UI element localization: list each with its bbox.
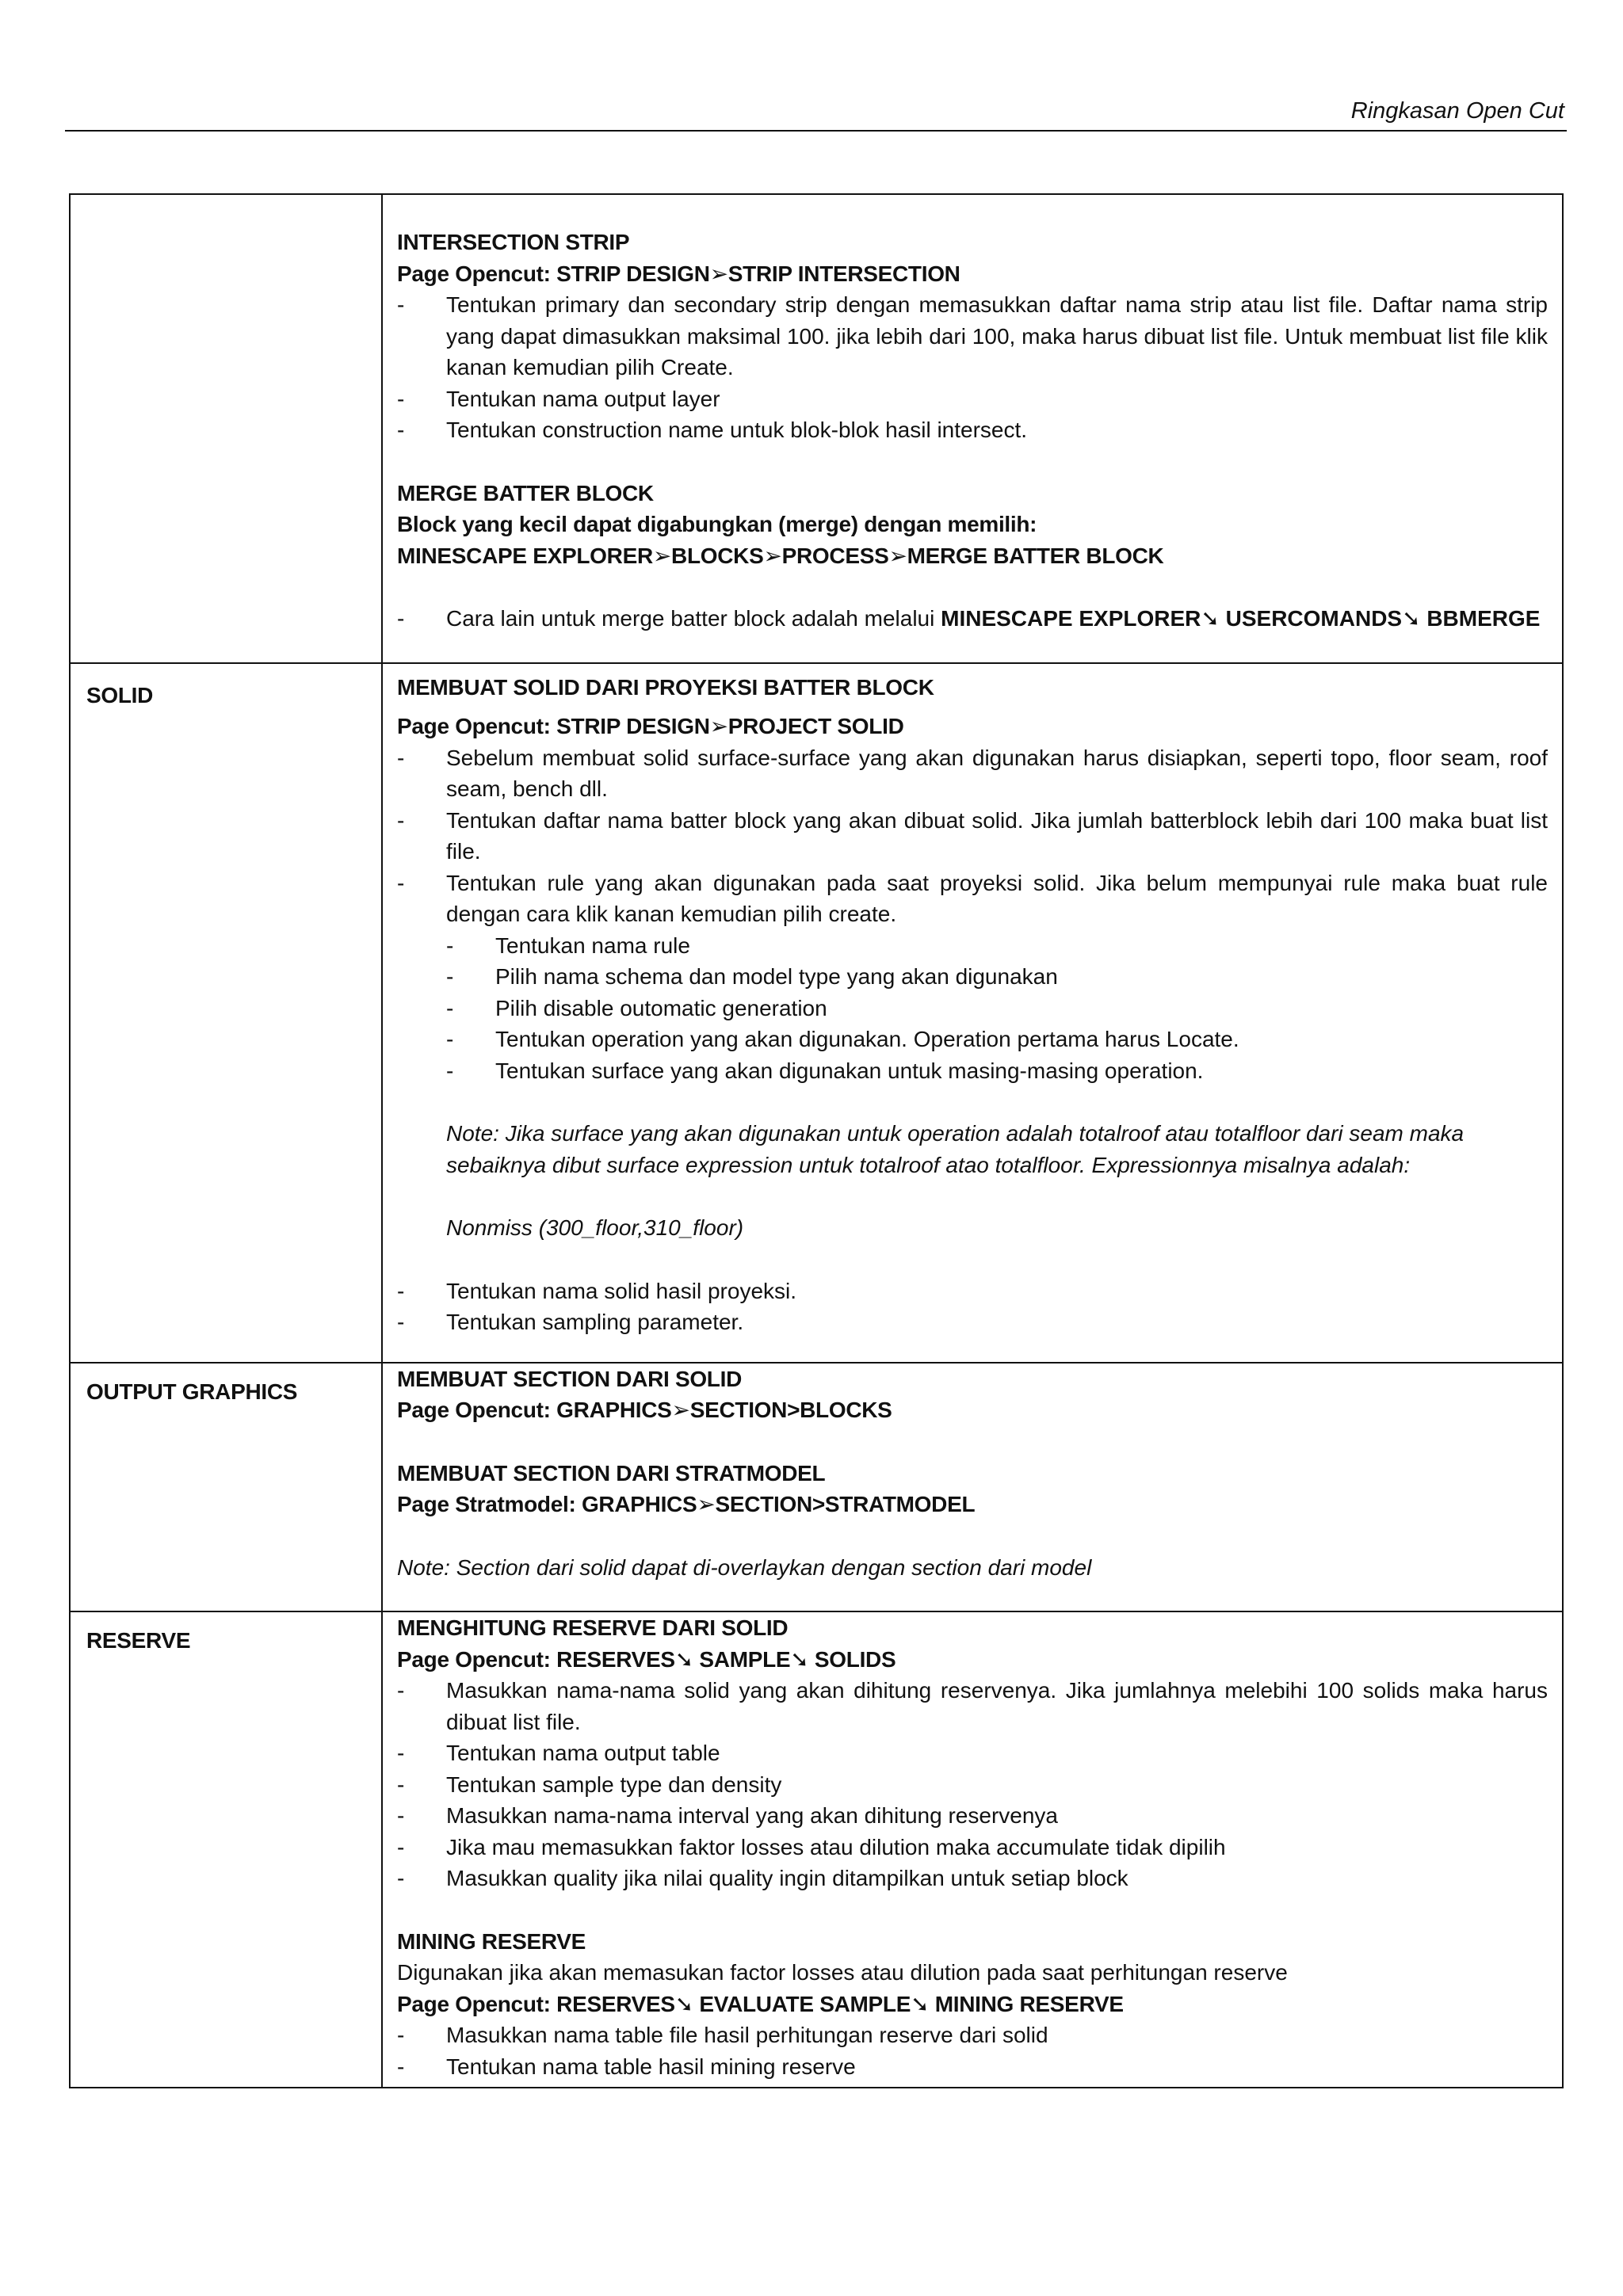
list-item: - Tentukan nama output layer xyxy=(397,383,1548,415)
list-item: - Tentukan nama rule xyxy=(446,930,1548,962)
list-item: - Tentukan nama table hasil mining reserve xyxy=(397,2051,1548,2083)
bullet-list xyxy=(397,603,1548,635)
list-item: - Tentukan nama output table xyxy=(397,1737,1548,1769)
section-title: MEMBUAT SECTION DARI SOLID xyxy=(397,1366,743,1391)
bullet-list xyxy=(397,742,1548,930)
list-item: - Masukkan nama-nama solid yang akan dihitung reservenya. Jika jumlahnya melebihi 100 solids maka harus dibuat list file. xyxy=(397,1675,1548,1737)
menu-path: Page Stratmodel: GRAPHICS➢SECTION>STRATMODEL xyxy=(397,1492,976,1516)
table-row xyxy=(70,194,1563,663)
table-row xyxy=(70,1611,1563,2088)
menu-path: Page Opencut: RESERVES➘ SAMPLE➘ SOLIDS xyxy=(397,1646,896,1672)
row-content xyxy=(382,194,1563,663)
row-content xyxy=(382,1363,1563,1612)
row-label: RESERVE xyxy=(70,1611,382,2088)
note-text: Note: Section dari solid dapat di-overlaykan dengan section dari model xyxy=(397,1554,1092,1580)
header-rule xyxy=(65,130,1567,132)
section-subtitle: Block yang kecil dapat digabungkan (merge) dengan memilih: xyxy=(397,512,1037,536)
list-item: - Tentukan primary dan secondary strip dengan memasukkan daftar nama strip atau list file. Daftar nama strip yang dapat dimasukkan maksimal 100. jika lebih dari 100, maka harus dibuat list file. Untuk membuat list file klik kanan kemudian pilih Create. xyxy=(397,289,1548,383)
section-title: MENGHITUNG RESERVE DARI SOLID xyxy=(397,1615,789,1640)
list-item: - Jika mau memasukkan faktor losses atau dilution maka accumulate tidak dipilih xyxy=(397,1832,1548,1863)
list-item: - Tentukan sampling parameter. xyxy=(397,1306,1548,1338)
row-label: OUTPUT GRAPHICS xyxy=(70,1363,382,1612)
list-item: - Sebelum membuat solid surface-surface yang akan digunakan harus disiapkan, seperti topo, floor seam, roof seam, bench dll. xyxy=(397,742,1548,805)
table-row xyxy=(70,663,1563,1363)
section-title: MEMBUAT SOLID DARI PROYEKSI BATTER BLOCK xyxy=(397,674,934,700)
list-item-text: Cara lain untuk merge batter block adalah melalui xyxy=(446,606,941,631)
menu-path: MINESCAPE EXPLORER➘ USERCOMANDS➘ BBMERGE xyxy=(941,606,1541,631)
menu-path: Page Opencut: STRIP DESIGN➢PROJECT SOLID xyxy=(397,714,904,738)
summary-table xyxy=(69,193,1564,2088)
list-item: - Pilih nama schema dan model type yang akan digunakan xyxy=(446,961,1548,993)
list-item: - Tentukan nama solid hasil proyeksi. xyxy=(397,1276,1548,1307)
section-title: MEMBUAT SECTION DARI STRATMODEL xyxy=(397,1460,826,1486)
list-item: - Masukkan nama-nama interval yang akan dihitung reservenya xyxy=(397,1800,1548,1832)
table-row xyxy=(70,1363,1563,1612)
list-item: - Tentukan operation yang akan digunakan. Operation pertama harus Locate. xyxy=(446,1024,1548,1055)
expression-text: Nonmiss (300_floor,310_floor) xyxy=(446,1215,744,1240)
note-text: Note: Jika surface yang akan digunakan untuk operation adalah totalroof atau totalfloor dari seam maka sebaiknya dibut surface expression untuk totalroof atao totalfloor. Expressionnya misalnya adalah: xyxy=(446,1121,1465,1177)
list-item: - Masukkan nama table file hasil perhitungan reserve dari solid xyxy=(397,2019,1548,2051)
list-item: - Tentukan daftar nama batter block yang akan dibuat solid. Jika jumlah batterblock lebih dari 100 maka buat list file. xyxy=(397,805,1548,868)
bullet-list xyxy=(397,1276,1548,1338)
row-content xyxy=(382,663,1563,1363)
section-description: Digunakan jika akan memasukan factor losses atau dilution pada saat perhitungan reserve xyxy=(397,1960,1288,1985)
menu-path: Page Opencut: RESERVES➘ EVALUATE SAMPLE➘ MINING RESERVE xyxy=(397,1991,1124,2016)
list-item: - Masukkan quality jika nilai quality ingin ditampilkan untuk setiap block xyxy=(397,1863,1548,1894)
section-title: MINING RESERVE xyxy=(397,1928,586,1954)
list-item: - Tentukan construction name untuk blok-blok hasil intersect. xyxy=(397,414,1548,446)
menu-path: Page Opencut: GRAPHICS➢SECTION>BLOCKS xyxy=(397,1398,892,1422)
bullet-list xyxy=(397,1675,1548,1894)
list-item: - Tentukan rule yang akan digunakan pada saat proyeksi solid. Jika belum mempunyai rule maka buat rule dengan cara klik kanan kemudian pilih create. xyxy=(397,868,1548,930)
bullet-list xyxy=(397,289,1548,446)
row-content xyxy=(382,1611,1563,2088)
section-title: INTERSECTION STRIP xyxy=(397,230,630,254)
menu-path: MINESCAPE EXPLORER➢BLOCKS➢PROCESS➢MERGE BATTER BLOCK xyxy=(397,543,1164,568)
list-item: - Tentukan surface yang akan digunakan untuk masing-masing operation. xyxy=(446,1055,1548,1087)
page-header-title: Ringkasan Open Cut xyxy=(1350,98,1564,124)
bullet-list xyxy=(397,2019,1548,2082)
list-item: - Pilih disable outomatic generation xyxy=(446,993,1548,1024)
menu-path: Page Opencut: STRIP DESIGN➢STRIP INTERSECTION xyxy=(397,261,960,286)
sub-bullet-list xyxy=(446,930,1548,1087)
row-label xyxy=(70,194,382,663)
row-label: SOLID xyxy=(70,663,382,1363)
list-item: - Tentukan sample type dan density xyxy=(397,1769,1548,1801)
section-title: MERGE BATTER BLOCK xyxy=(397,480,654,505)
list-item xyxy=(397,603,1548,635)
